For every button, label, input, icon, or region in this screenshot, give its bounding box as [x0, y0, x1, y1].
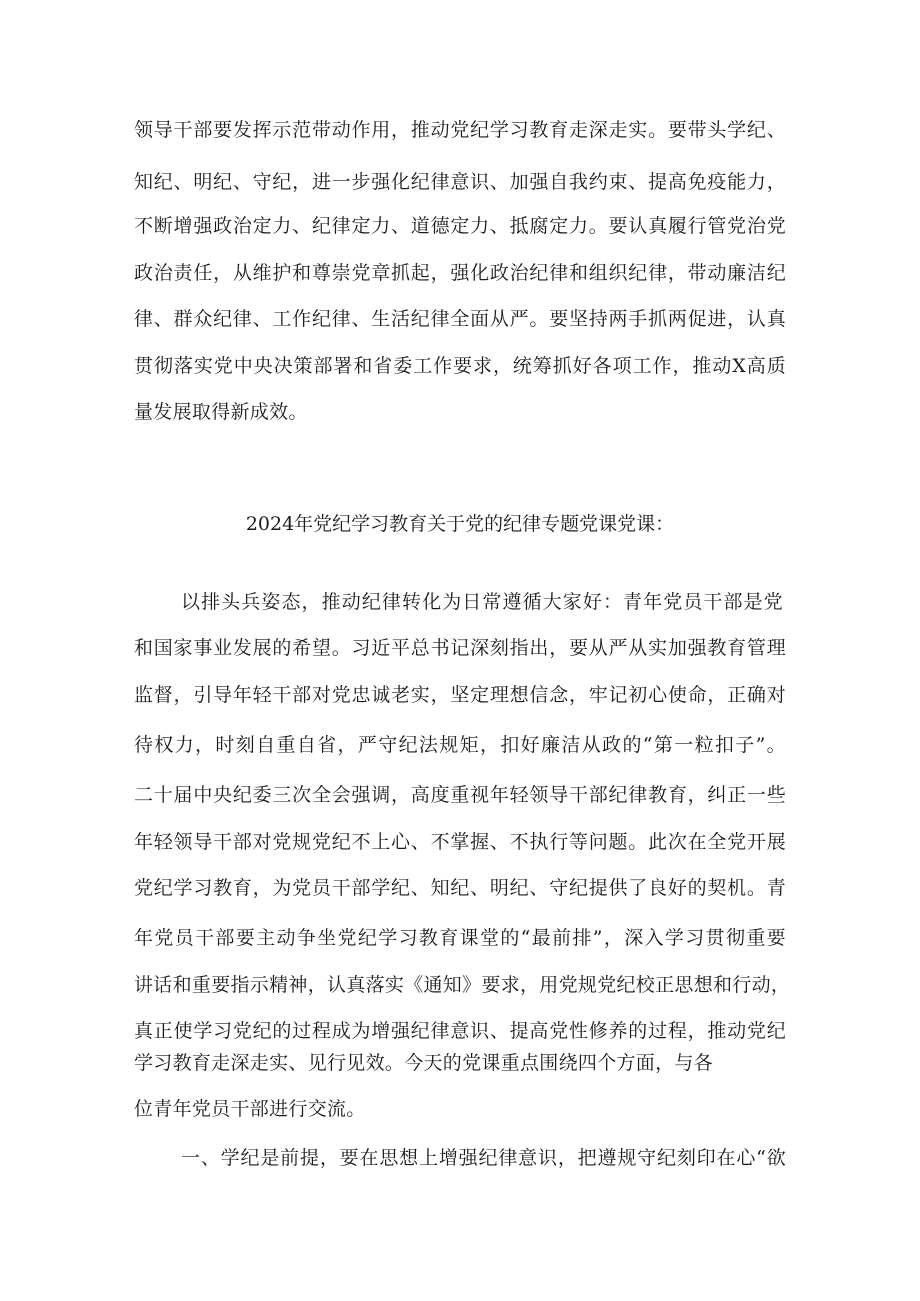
text-line: 领导干部要发挥示范带动作用，推动党纪学习教育走深走实。要带头学纪、	[134, 119, 786, 141]
text-line: 二十届中央纪委三次全会强调，高度重视年轻领导干部纪律教育，纠正一些	[134, 784, 786, 806]
text-line: 位青年党员干部进行交流。	[134, 1098, 366, 1120]
text-line: 党纪学习教育，为党员干部学纪、知纪、明纪、守纪提供了良好的契机。青	[134, 877, 786, 899]
text-line: 真正使学习党纪的过程成为增强纪律意识、提高党性修养的过程，推动党纪	[134, 1020, 786, 1042]
text-line: 知纪、明纪、守纪，进一步强化纪律意识、加强自我约束、提高免疫能力，	[134, 171, 786, 193]
text-line: 不断增强政治定力、纪律定力、道德定力、抵腐定力。要认真履行管党治党	[134, 215, 786, 237]
text-line: 律、群众纪律、工作纪律、生活纪律全面从严。要坚持两手抓两促进，认真	[134, 308, 786, 330]
text-line: 讲话和重要指示精神，认真落实《通知》要求，用党规党纪校正思想和行动，	[134, 974, 791, 996]
text-line: 量发展取得新成效。	[134, 401, 308, 423]
text-line: 监督，引导年轻干部对党忠诚老实，坚定理想信念，牢记初心使命，正确对	[134, 684, 786, 706]
lecture-title: 2024年党纪学习教育关于党的纪律专题党课党课：	[245, 513, 675, 535]
text-line: 以排头兵姿态，推动纪律转化为日常遵循大家好：青年党员干部是党	[181, 591, 783, 613]
text-line: 一、学纪是前提，要在思想上增强纪律意识，把遵规守纪刻印在心“欲	[181, 1147, 786, 1169]
text-line: 贯彻落实党中央决策部署和省委工作要求，统筹抓好各项工作，推动X高质	[134, 355, 786, 377]
text-line: 待权力，时刻自重自省，严守纪法规矩，扣好廉洁从政的“第一粒扣子”。	[134, 734, 786, 756]
text-line: 年党员干部要主动争坐党纪学习教育课堂的“最前排”，深入学习贯彻重要	[134, 927, 786, 949]
text-line: 年轻领导干部对党规党纪不上心、不掌握、不执行等问题。此次在全党开展	[134, 831, 786, 853]
text-line: 学习教育走深走实、见行见效。今天的党课重点围绕四个方面，与各	[134, 1052, 714, 1074]
text-line: 和国家事业发展的希望。习近平总书记深刻指出，要从严从实加强教育管理	[134, 637, 786, 659]
text-line: 政治责任，从维护和尊崇党章抓起，强化政治纪律和组织纪律，带动廉洁纪	[134, 262, 786, 284]
